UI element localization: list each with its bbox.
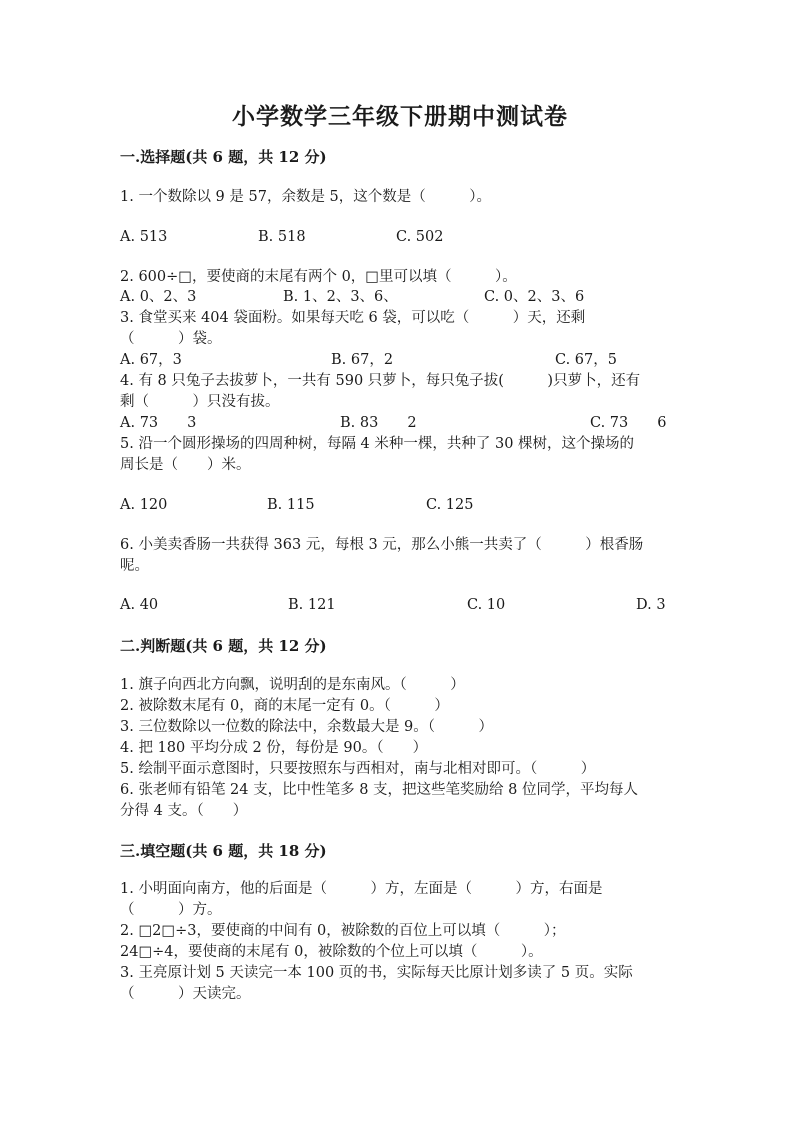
- page-title: 小学数学三年级下册期中测试卷: [232, 103, 568, 130]
- statement-line: 6. 张老师有铅笔 24 支，比中性笔多 8 支，把这些笔奖励给 8 位同学，平均每人: [120, 782, 638, 798]
- statement-line: 3. 三位数除以一位数的除法中，余数最大是 9。（ ）: [120, 719, 494, 735]
- option-c: C. 0、2、3、6: [484, 289, 585, 305]
- statement-line: 2. 被除数末尾有 0，商的末尾一定有 0。（ ）: [120, 698, 449, 714]
- fill-line-cont: （ ）天读完。: [120, 986, 251, 1002]
- option-b: B. 121: [288, 597, 336, 613]
- question-text: 1. 一个数除以 9 是 57，余数是 5，这个数是（ ）。: [120, 189, 492, 205]
- question-text: 5. 沿一个圆形操场的四周种树，每隔 4 米种一棵，共种了 30 棵树，这个操场的: [120, 436, 635, 452]
- question-text-cont: 剩（ ）只没有拔。: [120, 394, 280, 410]
- statement-line: 1. 旗子向西北方向飘，说明刮的是东南风。（ ）: [120, 677, 465, 693]
- option-a: A. 513: [120, 229, 168, 245]
- option-a: A. 40: [120, 597, 159, 613]
- question-text-cont: 呢。: [120, 558, 149, 574]
- option-a: A. 120: [120, 497, 168, 513]
- fill-line-cont: （ ）方。: [120, 902, 222, 918]
- option-b: B. 115: [267, 497, 315, 513]
- fill-line: 2. □2□÷3，要使商的中间有 0，被除数的百位上可以填（ ）；: [120, 923, 566, 939]
- fill-line: 3. 王亮原计划 5 天读完一本 100 页的书，实际每天比原计划多读了 5 页。实际: [120, 965, 633, 981]
- option-a: A. 0、2、3: [120, 289, 197, 305]
- option-c: C. 73 6: [590, 415, 667, 431]
- option-a: A. 67，3: [120, 352, 182, 368]
- question-text: 3. 食堂买来 404 袋面粉。如果每天吃 6 袋，可以吃（ ）天，还剩: [120, 310, 586, 326]
- option-c: C. 125: [426, 497, 474, 513]
- question-text-cont: 周长是（ ）米。: [120, 457, 251, 473]
- section-heading-choice: 一.选择题(共 6 题，共 12 分): [120, 148, 327, 166]
- option-c: C. 502: [396, 229, 444, 245]
- option-d: D. 3: [636, 597, 666, 613]
- option-c: C. 10: [467, 597, 506, 613]
- option-b: B. 83 2: [340, 415, 417, 431]
- option-b: B. 67，2: [331, 352, 394, 368]
- option-c: C. 67，5: [555, 352, 617, 368]
- option-a: A. 73 3: [120, 415, 197, 431]
- statement-line: 4. 把 180 平均分成 2 份，每份是 90。（ ）: [120, 740, 428, 756]
- section-heading-judgement: 二.判断题(共 6 题，共 12 分): [120, 637, 327, 655]
- fill-line: 1. 小明面向南方，他的后面是（ ）方，左面是（ ）方，右面是: [120, 881, 603, 897]
- question-text: 6. 小美卖香肠一共获得 363 元，每根 3 元，那么小熊一共卖了（ ）根香肠: [120, 537, 644, 553]
- question-text: 4. 有 8 只兔子去拔萝卜，一共有 590 只萝卜，每只兔子拔( )只萝卜，还有: [120, 373, 641, 389]
- option-b: B. 1、2、3、6、: [283, 289, 398, 305]
- option-b: B. 518: [258, 229, 306, 245]
- statement-line-cont: 分得 4 支。（ ）: [120, 803, 248, 819]
- question-text: 2. 600÷□，要使商的末尾有两个 0，□里可以填（ ）。: [120, 269, 517, 285]
- question-text-cont: （ ）袋。: [120, 331, 222, 347]
- fill-line: 24□÷4，要使商的末尾有 0，被除数的个位上可以填（ ）。: [120, 944, 543, 960]
- statement-line: 5. 绘制平面示意图时，只要按照东与西相对，南与北相对即可。（ ）: [120, 761, 596, 777]
- section-heading-fill-blank: 三.填空题(共 6 题，共 18 分): [120, 842, 327, 860]
